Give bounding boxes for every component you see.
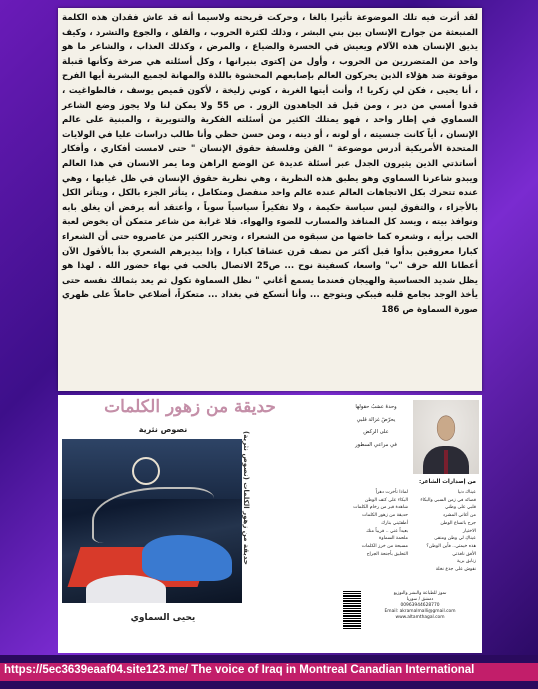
- article-line: بين بني البشر ، وذلك لكثرة الحروب ، والقلق ، والجوع والتشرد ، وكيف يذيق الإنسان هذه الآلام ويعيش في الحسرة: [62, 27, 478, 53]
- publication-item: قلبي على وطني: [444, 505, 476, 511]
- publisher-line: www.altamthagal.com: [395, 615, 445, 620]
- article-line: عن الوضع الراهن وما يمر الانسان في هذا العالم: [62, 158, 276, 169]
- publication-item: الاختيار: [462, 528, 476, 534]
- ticker-bar: [0, 655, 538, 689]
- publisher-info: [365, 591, 475, 621]
- article-line: لقد أثرت فيه تلك الموضوعة تأثيرا بالغا ، وحركت قريحته ولاسيما أنه قد عاش فقدان هذه الكلمة المنبعثة من جوارح الإنسان: [62, 13, 479, 38]
- book-title: حديقة من زهور الكلمات: [104, 397, 276, 417]
- publication-item: عيناكِ لي وطن ومنفى: [434, 536, 476, 542]
- publications-heading: من إصدارات الشاعر:: [419, 479, 476, 485]
- back-cover: [337, 395, 482, 653]
- poem-line: يحرّضُ غزالة قلبي: [356, 416, 396, 423]
- author-photo: [413, 400, 479, 474]
- publication-item: زنابق برية: [456, 559, 476, 565]
- article-line: عالم الإنسان ، أياً كانت جنسيته ، أو لونه ، أو دينه ، ومن حسن حظي وأنا طالب دراسات عليا في الولايات المتحدة الأمريكية: [62, 115, 478, 155]
- publications-list-left: [342, 489, 408, 558]
- article-page: [58, 8, 482, 391]
- publication-item: هذه خيمتي.. فأين الوطن؟: [426, 543, 476, 549]
- publication-item: جرح باتساع الوطن: [440, 520, 476, 526]
- back-poem: [342, 401, 410, 451]
- publications-list-right: [410, 489, 476, 574]
- publication-item: بعيداً عني .. قريباً منك: [366, 528, 408, 534]
- publication-item: البكاء على كتف الوطن: [364, 497, 408, 503]
- publication-item: الأفق نافذتي: [452, 551, 476, 557]
- article-text: [58, 8, 482, 317]
- article-line: ويبدو شاعرنا السماوي وهو يطبق هذه النظرية ، وهي نظرية حقوق الإنسان في ظل غيابها ، وهي عنده تتحرك بكل الاتجاهات: [62, 173, 478, 199]
- barcode: [343, 591, 361, 629]
- article-line: حتى أن الشعراء كبارا معروفين بدأوا قبل أكثر من نصف قرن عشاقا كبارا ، وإذا بيديرهم الشعري بدأ بالأفول الآن أعطانا الله: [62, 231, 478, 272]
- article-line: أيها الفرح ، أنا يحيى ، فكن لي زكريا !، وأنت أيتها الغربة ، كوني زليخة ، لأكون قميص يوسف ، فالطواغيت ، قدوا أمسي: [62, 71, 479, 111]
- book-subtitle: نصوص نثرية: [138, 425, 188, 434]
- front-cover: [58, 395, 337, 653]
- spine-title: حديقة من زهور الكلمات (نصوص نثرية): [242, 431, 250, 565]
- article-line: العالم عنده عالم واحد منفصل ومتكامل ، يتأثر الجزء بالكل ، ويتأثر الكل بالأجزاء ، والتفوق ليس سياسة حكيمة ، ولا تفكيراً: [62, 188, 478, 213]
- publication-item: مسبحة من خرز الكلمات: [361, 543, 408, 549]
- publication-item: التحليق بأجنحة الجراح: [366, 551, 408, 557]
- article-line: الاتصال بالحب في بهاء حضور الله . لهذا هو يظل شديد الحساسية والهيجان فعندما يسمع أغاني " نظل السماوة تكول: [62, 261, 478, 286]
- publisher-line: 00963944628770: [400, 603, 440, 608]
- article-line: حرف "ب" واسعا، كسفينة نوح ... ص25: [252, 261, 429, 272]
- art-white-shape: [86, 575, 166, 603]
- art-moon: [132, 457, 160, 485]
- publication-item: شاهدة قبر من رخام الكلمات: [353, 505, 408, 511]
- publication-item: من أغاني المشرد: [442, 513, 476, 519]
- article-line: حاملاً على ظهري صورة السماوة ص 186: [62, 290, 478, 315]
- publisher-line: دمشق / سوريا: [406, 597, 434, 602]
- publisher-line: Email: akramalmalli@gmail.com: [384, 609, 456, 614]
- book-cover: [58, 395, 482, 653]
- article-line: ولا يمكن لنا ولا يجوز وضع الشاعر السماوي في إطار واحد ، فهو يمتلك الكثير من أسئلته الفكرية والتنويرية ، والمبنية على: [62, 100, 478, 126]
- photo-tie: [444, 450, 448, 474]
- publication-item: عيناك دنيا: [457, 490, 476, 495]
- article-line: والضياع ، والمرض ، وكذلك العذاب ، والشاعر ما هو واحد من المتضررين من الحروب ، وأول من إكتوى بنيرانها ، وكل أسئلته: [62, 42, 478, 67]
- publication-item: نقوش على جذع نخلة: [435, 567, 476, 573]
- publication-item: لماذا تأخرت دهراً: [375, 490, 408, 495]
- article-line: سياسياً سوياً ، وأعتقد أنه يرفض أن يغلق بابه ونوافذ بيته ، ويسد كل المنافذ والمسارب للضوء والهواء.: [62, 202, 478, 228]
- publication-item: حديقة من زهور الكلمات: [361, 513, 408, 519]
- cover-artwork: [62, 439, 242, 603]
- publisher-line: تموز للطباعة والنشر والتوزيع: [393, 591, 447, 596]
- poem-line: على الركض: [363, 429, 389, 435]
- poem-line: وحدهُ عشبُ حقولها: [355, 404, 397, 410]
- ticker-link[interactable]: https://5ec3639eaaf04.site123.me/ The voice of Iraq in Montreal Canadian International: [4, 664, 475, 676]
- article-line: من دبر ، ومن قبل قد الجاهدون الزور . ص 55: [212, 100, 425, 111]
- book-author: يحيى السماوي: [130, 613, 196, 623]
- publication-item: أطفئيني بنارك: [381, 520, 408, 526]
- article-line: أدرس موضوعة " الفن وفلسفة حقوق الإنسان " حتى لامست أفكاري ، وأفكار أساتذتي الذين يثيرون الجدل عبر أسئلة عديدة: [62, 144, 477, 169]
- article-line: هي صرخة وكأنها قنبلة موقوتة ضد هؤلاء الذين يحركون العالم بإصابعهم المحشوة باللذة والمهانة لجميع البشرية: [62, 56, 478, 82]
- art-blue-shape: [142, 535, 232, 581]
- article-line: فلا غرابة من شاعر متمكن أن يخوض لعبة الحب برأيه ، وشعره كما خاضها من سبقوه من الشعراء ، وتحرر الكثير من عاصروه: [62, 217, 478, 242]
- publication-item: ملحمة السماوة: [379, 536, 408, 542]
- poem-line: في مراعي السطور: [355, 441, 397, 448]
- article-line: ثم يعد بثمالك نفسه حتى يأخذ الوجد بجامع قلبه فيبكي ويتوجع ... وأنا أتسكع في بغداد ... متعكزاً، أضلاعي: [62, 275, 478, 301]
- publication-item: قصائد في زمن السبي والبكاء: [420, 497, 476, 503]
